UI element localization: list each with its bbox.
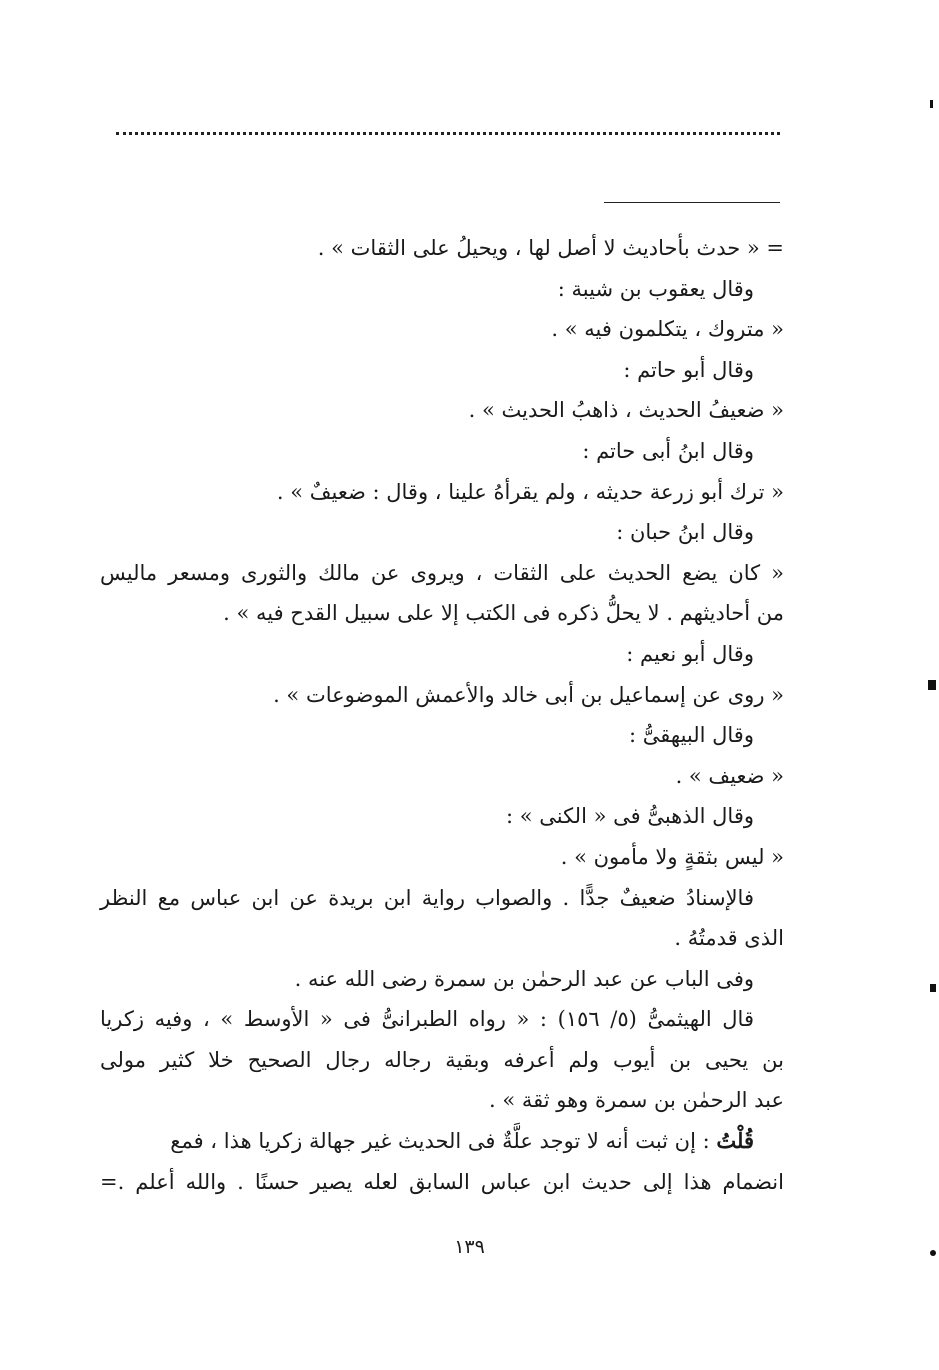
- text-line: وقال ابنُ حبان :: [616, 520, 754, 545]
- text-line: وقال البيهقىُّ :: [629, 723, 754, 748]
- text-line: وقال الذهبىُّ فى « الكنى » :: [505, 804, 754, 829]
- edge-speck: [930, 1250, 936, 1256]
- text-line: قال الهيثمىُّ (٥/ ١٥٦) : « رواه الطبرانىُّ فى « الأوسط » ، وفيه زكريا: [100, 1007, 754, 1032]
- text-line: [100, 1121, 784, 1162]
- page-number: ١٣٩: [454, 1236, 485, 1258]
- text-line: انضمام هذا إلى حديث ابن عباس السابق لعله يصير حسنًا . والله أعلم .=: [100, 1169, 784, 1194]
- edge-mark: [930, 100, 933, 108]
- text-line: وقال ابنُ أبى حاتم :: [582, 438, 754, 463]
- qultu-keyword: قُلْتُ: [716, 1128, 754, 1154]
- text-line: عبد الرحمٰن بن سمرة وهو ثقة » .: [488, 1088, 784, 1113]
- header-dotted-rule: [116, 132, 780, 135]
- text-line: وقال أبو حاتم :: [623, 357, 754, 382]
- footnote-text: [100, 228, 784, 1202]
- text-line: فالإسنادُ ضعيفٌ جدًّا . والصواب رواية ابن بريدة عن ابن عباس مع النظر: [100, 885, 754, 910]
- text-line: بن يحيى بن أيوب ولم أعرفه وبقية رجاله رجال الصحيح خلا كثير مولى: [100, 1047, 784, 1072]
- text-line: وفى الباب عن عبد الرحمٰن بن سمرة رضى الله عنه .: [294, 966, 754, 991]
- text-line: « ليس بثقةٍ ولا مأمون » .: [560, 844, 784, 869]
- text-line: « كان يضع الحديث على الثقات ، ويروى عن مالك والثورى ومسعر ماليس: [100, 560, 784, 585]
- edge-mark: [928, 680, 936, 690]
- text-line-continuation: : إن ثبت أنه لا توجد علَّةٌ فى الحديث غير جهالة زكريا هذا ، فمع: [170, 1129, 710, 1154]
- text-line: « ضعيف » .: [675, 763, 784, 788]
- text-line: = « حدث بأحاديث لا أصل لها ، ويحيلُ على الثقات » .: [317, 236, 784, 260]
- text-line: « متروك ، يتكلمون فيه » .: [551, 317, 784, 342]
- text-line: وقال أبو نعيم :: [626, 641, 754, 666]
- edge-mark: [930, 984, 936, 992]
- text-line: وقال يعقوب بن شيبة :: [557, 276, 754, 301]
- text-line: « ضعيفُ الحديث ، ذاهبُ الحديث » .: [468, 398, 784, 423]
- text-line: « ترك أبو زرعة حديثه ، ولم يقرأهُ علينا ، وقال : ضعيفٌ » .: [276, 479, 784, 504]
- footnote-separator: [604, 202, 780, 203]
- text-line: من أحاديثهم . لا يحلُّ ذكره فى الكتب إلا على سبيل القدح فيه » .: [223, 601, 784, 626]
- text-line: الذى قدمتُهُ .: [674, 926, 784, 951]
- text-line: « روى عن إسماعيل بن أبى خالد والأعمش الموضوعات » .: [273, 682, 784, 707]
